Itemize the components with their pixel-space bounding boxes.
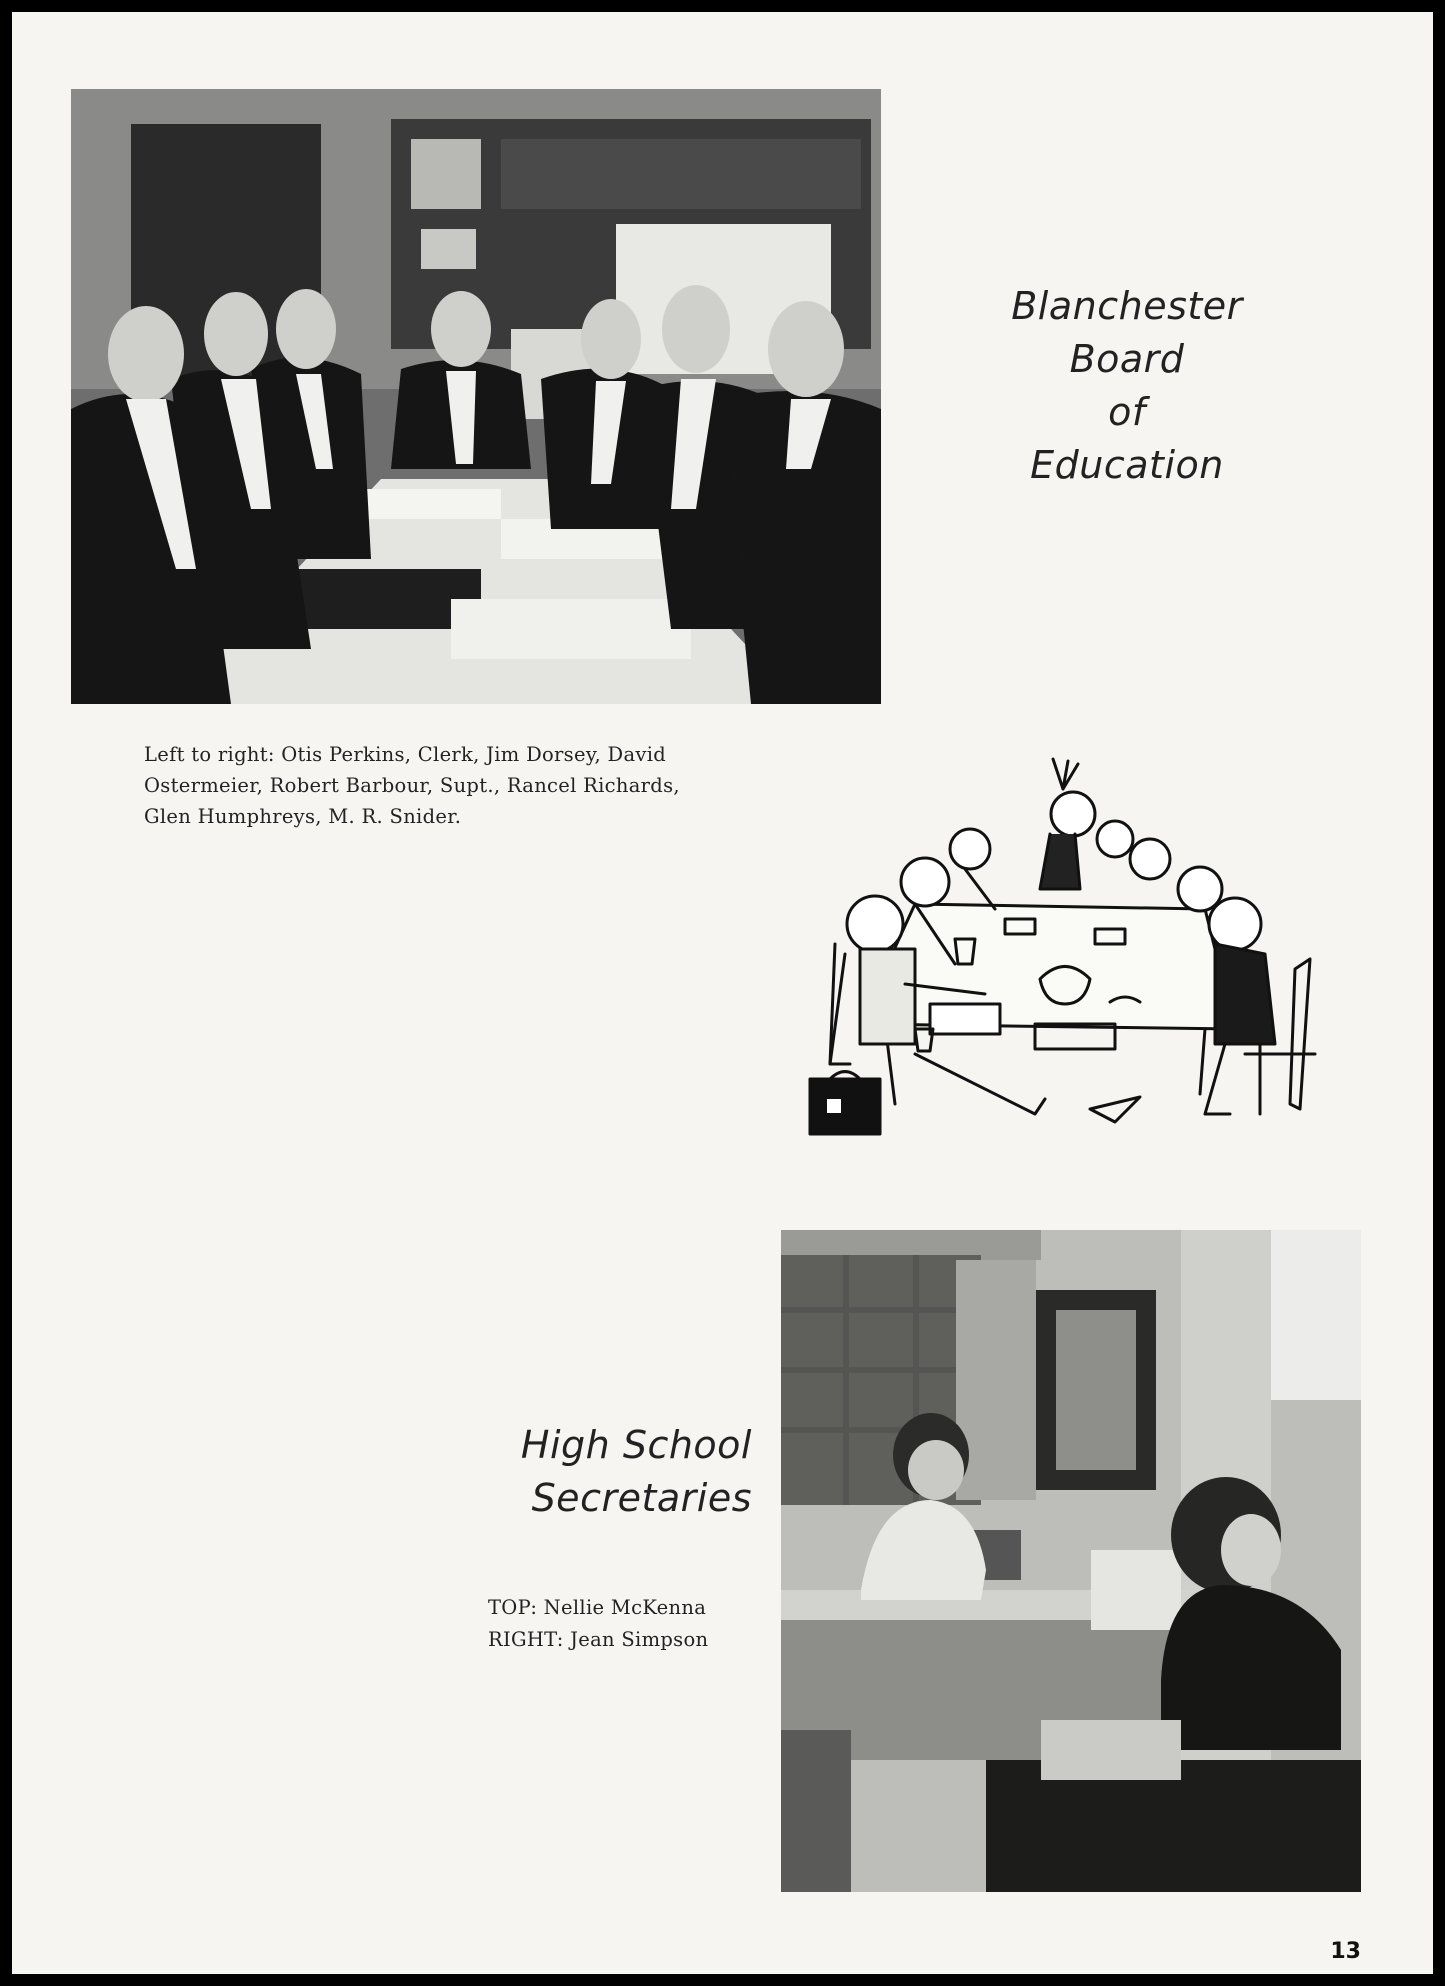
- board-caption-line: Ostermeier, Robert Barbour, Supt., Rancel Richards,: [144, 774, 680, 797]
- board-of-education-photo: [71, 89, 881, 704]
- board-title: [997, 280, 1257, 492]
- page-number: 13: [1330, 1939, 1361, 1964]
- board-title-line: of: [1108, 390, 1146, 434]
- board-title-line: Board: [1069, 337, 1185, 381]
- board-title-line: Blanchester: [1011, 284, 1243, 328]
- secretaries-title-line: Secretaries: [531, 1476, 752, 1520]
- board-caption-line: Glen Humphreys, M. R. Snider.: [144, 805, 462, 828]
- secretaries-caption-line: RIGHT: Jean Simpson: [488, 1628, 709, 1651]
- secretaries-title-line: High School: [520, 1423, 752, 1467]
- secretaries-caption-line: TOP: Nellie McKenna: [488, 1596, 707, 1619]
- board-caption: [144, 739, 774, 832]
- board-caption-line: Left to right: Otis Perkins, Clerk, Jim Dorsey, David: [144, 743, 667, 766]
- secretaries-caption: [488, 1592, 758, 1656]
- secretaries-office-photo: [781, 1230, 1361, 1892]
- board-title-line: Education: [1030, 443, 1224, 487]
- board-meeting-cartoon: [805, 754, 1345, 1149]
- secretaries-title: [452, 1419, 752, 1525]
- yearbook-page: [12, 12, 1433, 1974]
